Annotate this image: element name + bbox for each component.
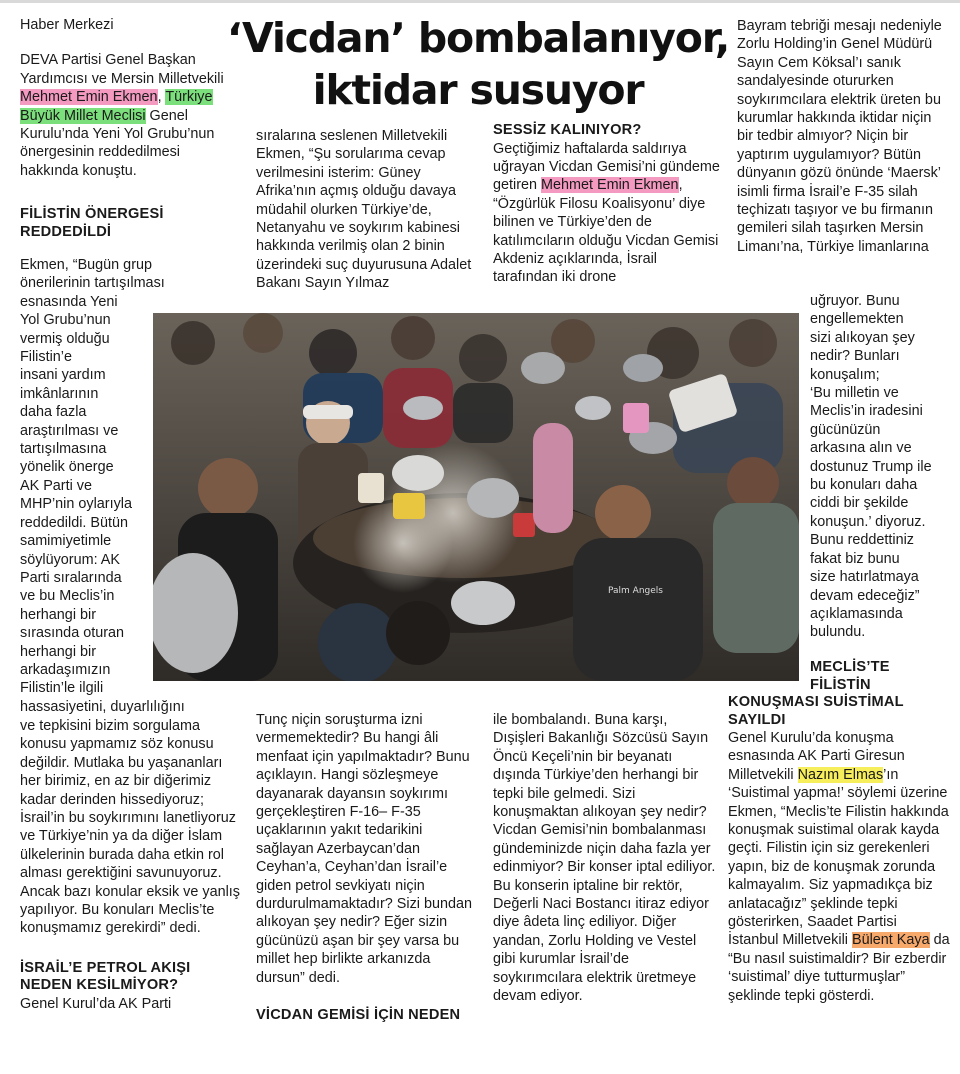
text-line: vermiş olduğu: [20, 330, 110, 347]
text-line: bu konuları daha: [810, 477, 918, 494]
column-1-narrow: [20, 256, 185, 716]
column-1-bottom: [20, 717, 242, 1013]
highlight-bulent: Bülent Kaya: [851, 932, 930, 949]
subheading-vicdan-gemisi: VİCDAN GEMİSİ İÇİN NEDEN: [256, 1007, 461, 1024]
crowd-photo-illustration: [153, 313, 799, 681]
text-line: devam edeceğiz”: [810, 587, 920, 604]
text-line: bulundu.: [810, 624, 866, 641]
text-line: herhangi bir: [20, 643, 97, 660]
intro-paragraph: DEVA Partisi Genel Başkan Yardımcısı ve Mersin Milletvekili Mehmet Emin Ekmen, Türkiye Büyük Millet Meclisi Genel Kurulu’nda Yeni Yol Grubu’nun önergesinin reddedilmesi hakkında konuştu.: [20, 52, 224, 179]
text-line: insani yardım: [20, 367, 106, 384]
text-line: fakat biz bunu: [810, 550, 900, 567]
column-2-top-body: sıralarına seslenen Milletvekili Ekmen, “Şu sorularıma cevap verilmesini isterim: Güney Afrika’nın açmış olduğu davaya müdahil olurken Türkiye’de, Netanyahu ve soykırım kabinesi hakkında verilmiş olan 2 binin üzerindeki suç duyurusuna Adalet Bakanı Sayın Yılmaz: [256, 128, 472, 292]
text-line: daha fazla: [20, 404, 87, 421]
text-line: arkadaşımızın: [20, 661, 111, 678]
text-line: uğruyor. Bunu: [810, 293, 900, 309]
headline-line-2: iktidar susuyor: [312, 66, 644, 114]
text-line: size hatırlatmaya: [810, 569, 919, 586]
text-line: ‘Bu milletin ve: [810, 385, 899, 402]
text-line: samimiyetimle: [20, 533, 112, 550]
news-photo: [153, 313, 799, 681]
column-3-top: [493, 122, 723, 287]
headline: [222, 12, 734, 116]
text-line: araştırılması ve: [20, 422, 119, 439]
column-3-bottom-body: ile bombalandı. Buna karşı, Dışişleri Bakanlığı Sözcüsü Sayın Öncü Keçeli’nin bir beyanatı dışında Türkiye’den herhangi bir tepki bile gelmedi. Sizi konuşmaktan alıkoyan şey nedir? Vicdan Gemisi’nin bombalanması gündeminizde niçin daha fazla yer edinmiyor? Bir konser iptal ediliyor. Bu konserin iptaline bir rektör, Değerli Naci Bostancı itiraz ediyor diye âdeta linç ediliyor. Diğer yandan, Zorlu Holding ve Vestel gibi kurumlar İsrail’de soykırımcılara elektrik üretmeye devam ediyor.: [493, 712, 716, 1005]
text-line: dostunuz Trump ile: [810, 458, 932, 475]
text-line: nedir? Bunları: [810, 348, 900, 365]
text-line: tartışılmasına: [20, 441, 107, 458]
text-line: Parti sıralarında: [20, 569, 122, 586]
text-line: herhangi bir: [20, 606, 97, 623]
text-line: ciddi bir şekilde: [810, 495, 909, 512]
text-line: sizi alıkoyan şey: [810, 329, 915, 346]
byline: Haber Merkezi: [20, 17, 114, 33]
text-line: konuşun.’ diyoruz.: [810, 513, 926, 530]
text-line: Yol Grubu’nun: [20, 312, 111, 329]
subheading-sessiz: SESSİZ KALINIYOR?: [493, 122, 642, 138]
text-line: esnasında Yeni: [20, 293, 118, 310]
text-line: reddedildi. Bütün: [20, 514, 129, 531]
column-4-bottom: [728, 659, 950, 1005]
column-1-end: Genel Kurul’da AK Parti: [20, 995, 172, 1012]
text-line: hassasiyetini, duyarlılığını: [20, 698, 185, 715]
text-line: söylüyorum: AK: [20, 551, 120, 568]
highlight-name: Mehmet Emin Ekmen: [20, 89, 158, 106]
column-2-bottom: [256, 711, 481, 1025]
column-4-bottom-body: Genel Kurulu’da konuşma esnasında AK Parti Giresun Milletvekili Nazım Elmas’ın ‘Suistimal yapma!’ söylemi üzerine Ekmen, “Meclis’te Filistin hakkında konuşmak suistimal olarak kayda geçti. Filistin için siz gerekenleri yapın, biz de konuşmak zorunda kalmayalım. Siz yapmadıkça biz anlatacağız” şeklinde tepki gösterirken, Saadet Partisi İstanbul Milletvekili Bülent Kaya da “Bu nasıl suistimaldir? Bir ezberdir ‘suistimal’ diye tutturmuşlar” şeklinde tepki gösterdi.: [728, 730, 950, 1004]
text-line: AK Parti ve: [20, 477, 92, 494]
column-2-bottom-body: Tunç niçin soruşturma izni vermemektedir? Bu hangi âli menfaat için yapılmaktadır? Bunu açıklayın. Hangi sözleşmeye dayanarak dayansın soykırımı gerçekleştiren F-16– F-35 uçaklarının yakıt tedarikini sağlayan Azerbaycan’dan Ceyhan’a, Ceyhan’dan İsrail’e giden petrol sevkiyatı niçin durdurulmamaktadır? Sizi bundan alıkoyan şey nedir? Eğer sizin gücünüzü aşan bir şey varsa bu millet hep birlikte arkanızda dursun” dedi.: [256, 712, 472, 986]
highlight-assembly: Türkiye Büyük Millet Meclisi: [20, 89, 213, 124]
top-rule: [0, 0, 960, 3]
text-line: ve bu Meclis’in: [20, 588, 115, 605]
subheading-meclis: MECLİS’TE FİLİSTİN KONUŞMASI SUİSTİMAL SAYILDI: [728, 659, 904, 728]
text-line: arkasına alın ve: [810, 440, 912, 457]
shirt-text: Palm Angels: [608, 586, 663, 596]
text-line: açıklamasında: [810, 605, 903, 622]
text-line: Meclis’in iradesini: [810, 403, 923, 420]
subheading-filistin-onergesi: FİLİSTİN ÖNERGESİ REDDEDİLDİ: [20, 206, 164, 240]
text-line: sırasında oturan: [20, 625, 124, 642]
text-line: MHP’nin oylarıyla: [20, 496, 132, 513]
text-line: konuşalım;: [810, 366, 880, 383]
text-line: Filistin’le ilgili: [20, 680, 104, 697]
column-4-top: [737, 17, 947, 256]
highlight-name-2: Mehmet Emin Ekmen: [541, 177, 679, 194]
text-line: engellemekten: [810, 311, 904, 328]
column-3-top-body: Geçtiğimiz haftalarda saldırıya uğrayan Vicdan Gemisi’ni gündeme getiren Mehmet Emin Ekmen, “Özgürlük Filosu Koalisyonu’ diye bilinen ve Türkiye’den de katılımcıların olduğu Vicdan Gemisi Akdeniz açıklarında, İsrail tarafından iki drone: [493, 140, 720, 286]
column-1-top: [20, 16, 225, 241]
highlight-nazim: Nazım Elmas: [797, 766, 884, 783]
headline-line-1: ‘Vicdan’ bombalanıyor,: [226, 14, 730, 62]
column-2-top: [256, 127, 481, 293]
column-4-top-body: Bayram tebriği mesajı nedeniyle Zorlu Holding’in Genel Müdürü Sayın Cem Köksal’ı sanık sandalyesinde otururken soykırımcılara elektrik üreten bu kurumlar hakkında iktidar niçin bir tedbir almıyor? Niçin bir yaptırım uygulamıyor? Bütün dünyanın gözü önünde ‘Maersk’ isimli firma İsrail’e F-35 silah teçhizatı taşıyor ve bu firmanın gemileri silah taşırken Mersin Limanı’na, Türkiye limanlarına: [737, 18, 942, 255]
text-line: Filistin’e: [20, 349, 72, 366]
text-line: imkânlarının: [20, 385, 99, 402]
text-line: Ekmen, “Bugün grup: [20, 257, 152, 273]
text-line: önerilerinin tartışılması: [20, 275, 165, 292]
column-1-body: ve tepkisini bizim sorgulama konusu yapmamız söz konusu değildir. Mutlaka bu yaşananları her birimiz, en az bir diğerimiz kadar derinden hissediyoruz; İsrail’in bu soykırımını lanetliyoruz ve Türkiye’nin ya da diğer İslam ülkelerinin burada daha etkin rol alması gerektiğini savunuyoruz. Ancak bazı konular eksik ve yanlış yapılıyor. Bu konuları Meclis’te konuşmamız gerekirdi” dedi.: [20, 718, 240, 937]
text-line: Bunu reddettiniz: [810, 532, 915, 549]
column-4-narrow: [810, 292, 950, 642]
text-line: yönelik önerge: [20, 459, 114, 476]
column-3-bottom: [493, 711, 718, 1006]
text-line: gücünüzün: [810, 421, 881, 438]
subheading-petrol: İSRAİL’E PETROL AKIŞI NEDEN KESİLMİYOR?: [20, 959, 191, 994]
